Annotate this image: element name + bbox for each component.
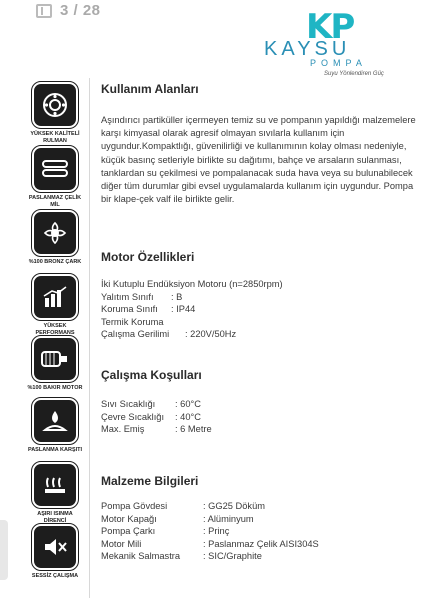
- spec-key: Pompa Çarkı: [101, 526, 156, 537]
- spec-key: Çalışma Gerilimi: [101, 329, 170, 340]
- spec-row: [101, 411, 212, 424]
- badge-label: %100 BRONZ ÇARK: [28, 259, 82, 265]
- spec-row: [101, 291, 283, 304]
- impeller-icon: [32, 210, 78, 256]
- usage-text: Aşındırıcı partiküller içermeyen temiz su ve pompanın yapıldığı malzemelere karşı kimyasal olarak agresif olmayan sıvılarla kullanım için uygundur.Kompaktlığı, güvenilirliği ve kullanımının kolay olması nedeniyle, küçük basınç setleriyle birlikte su dağıtımı, bahçe ve arsaların sulanması, tanklardan su çekilmesi ve pompalanacak suda hava veya su bulunabilecek diğer tüm durumlar gibi evsel uygulamalarda kullanım için uygundur. Pompa bir klape-çek valf ile birlikte gelir.: [101, 115, 416, 205]
- spec-key: Çevre Sıcaklığı: [101, 411, 165, 422]
- motor-specs: [101, 278, 283, 341]
- spec-row: [101, 525, 319, 538]
- spec-value: : Alüminyum: [203, 513, 254, 524]
- spec-key: İki Kutuplu Endüksiyon Motoru (n=2850rpm): [101, 279, 283, 289]
- divider: [89, 78, 90, 598]
- badge-label: YÜKSEK PERFORMANS: [35, 323, 75, 336]
- spec-value: : Prinç: [203, 526, 230, 537]
- materials-specs: [101, 500, 319, 563]
- spec-key: Motor Kapağı: [101, 513, 157, 524]
- pages-icon: [36, 4, 52, 18]
- badge-label: PASLANMA KARŞITI: [27, 447, 83, 453]
- spec-key: Koruma Sınıfı: [101, 304, 158, 315]
- conditions-title: Çalışma Koşulları: [101, 368, 202, 382]
- spec-row: [101, 550, 319, 563]
- spec-value: : GG25 Döküm: [203, 501, 266, 511]
- badge-motor: [26, 336, 84, 392]
- bearing-icon: [32, 82, 78, 128]
- silent-icon: [32, 524, 78, 570]
- spec-value: : 60°C: [175, 399, 201, 409]
- spec-key: Yalıtım Sınıfı: [101, 291, 154, 302]
- spec-row: [101, 316, 283, 329]
- spec-value: : 220V/50Hz: [185, 329, 237, 340]
- spec-row: [101, 278, 283, 291]
- spec-value: : 6 Metre: [175, 424, 212, 435]
- spec-key: Mekanik Salmastra: [101, 551, 181, 562]
- spec-row: [101, 500, 319, 513]
- badge-label: AŞIRI ISINMA DİRENCİ: [37, 511, 73, 524]
- spec-value: : SIC/Graphite: [203, 551, 262, 562]
- badge-label: SESSİZ ÇALIŞMA: [31, 573, 79, 579]
- badge-bearing: [26, 82, 84, 145]
- logo-slogan: Suyu Yönlendiren Güç: [324, 71, 384, 77]
- badge-shaft: [26, 146, 84, 209]
- spec-key: Motor Mili: [101, 538, 142, 549]
- badge-impeller: [26, 210, 84, 266]
- brand-logo: [258, 7, 408, 77]
- materials-title: Malzeme Bilgileri: [101, 474, 199, 488]
- badge-anti-rust: [26, 398, 84, 454]
- spec-row: [101, 423, 212, 436]
- spec-row: [101, 328, 283, 341]
- motor-icon: [32, 336, 78, 382]
- spec-key: Sıvı Sıcaklığı: [101, 399, 156, 409]
- conditions-specs: [101, 398, 212, 436]
- page-indicator[interactable]: [36, 2, 101, 19]
- page-indicator-text: 3 / 28: [60, 2, 101, 19]
- spec-row: [101, 513, 319, 526]
- performance-chart-icon: [32, 274, 78, 320]
- logo-mark: KP: [306, 7, 354, 47]
- badge-performance: [26, 274, 84, 337]
- spec-key: Termik Koruma: [101, 316, 164, 327]
- spec-row: [101, 538, 319, 551]
- spec-value: : Paslanmaz Çelik AISI304S: [203, 538, 319, 549]
- logo-brand: KAYSU: [264, 38, 351, 60]
- spec-value: : 40°C: [175, 411, 201, 422]
- spec-key: Max. Emiş: [101, 424, 145, 435]
- shaft-icon: [32, 146, 78, 192]
- badge-label: %100 BAKIR MOTOR: [27, 385, 83, 391]
- side-edge-tab[interactable]: [0, 520, 8, 580]
- spec-key: Pompa Gövdesi: [101, 501, 168, 511]
- usage-title: Kullanım Alanları: [101, 82, 199, 96]
- logo-sub: POMPA: [310, 58, 367, 68]
- badge-label: PASLANMAZ ÇELİK MİL: [28, 195, 82, 208]
- spec-value: : B: [171, 291, 183, 302]
- spec-row: [101, 303, 283, 316]
- spec-row: [101, 398, 212, 411]
- badge-silent: [26, 524, 84, 580]
- badge-label: YÜKSEK KALİTELİ RULMAN: [30, 131, 80, 144]
- anti-rust-icon: [32, 398, 78, 444]
- motor-title: Motor Özellikleri: [101, 250, 195, 264]
- badge-heat: [26, 462, 84, 525]
- spec-value: : IP44: [171, 304, 196, 315]
- heat-resistance-icon: [32, 462, 78, 508]
